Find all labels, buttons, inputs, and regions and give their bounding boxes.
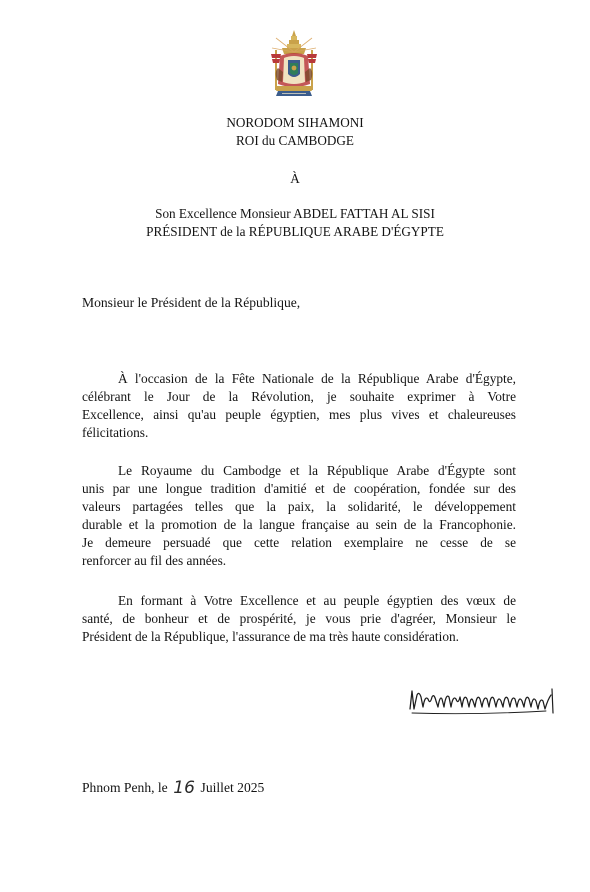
paragraph-1	[82, 370, 516, 442]
paragraph-line: félicitations.	[82, 425, 149, 440]
recipient-title: PRÉSIDENT de la RÉPUBLIQUE ARABE D'ÉGYPTE	[146, 224, 444, 239]
paragraph-line: Excellence, ainsi qu'au peuple égyptien, mes plus vives et chaleureuses	[82, 407, 516, 422]
to-marker: À	[290, 171, 300, 186]
date-day: 16	[173, 778, 195, 798]
paragraph-line: unis par une longue tradition d'amitié et de coopération, fondée sur des	[82, 481, 516, 496]
paragraph-line: santé, de bonheur et de prospérité, je vous prie d'agréer, Monsieur le	[82, 611, 516, 626]
paragraph-line: valeurs partagées telles que la paix, la solidarité, le développement	[82, 499, 516, 514]
royal-emblem-icon	[266, 28, 322, 100]
paragraph-line: En formant à Votre Excellence et au peuple égyptien des vœux de	[118, 593, 516, 608]
salutation: Monsieur le Président de la République,	[82, 295, 301, 310]
paragraph-line: renforcer au fil des années.	[82, 553, 227, 568]
paragraph-line: À l'occasion de la Fête Nationale de la République Arabe d'Égypte,	[118, 371, 516, 386]
date-place: Phnom Penh, le	[82, 780, 168, 795]
sender-name: NORODOM SIHAMONI	[226, 115, 364, 130]
recipient-name: Son Excellence Monsieur ABDEL FATTAH AL SISI	[155, 206, 435, 221]
paragraph-line: Président de la République, l'assurance de ma très haute considération.	[82, 629, 460, 644]
paragraph-2	[82, 462, 516, 570]
date-line	[82, 778, 264, 797]
sender-title: ROI du CAMBODGE	[236, 133, 354, 148]
paragraph-line: Je demeure persuadé que cette relation exemplaire ne cesse de se	[82, 535, 516, 550]
paragraph-3	[82, 592, 516, 646]
date-month-year: Juillet 2025	[200, 780, 265, 795]
paragraph-line: durable et la promotion de la langue française au sein de la Francophonie.	[82, 517, 516, 532]
paragraph-line: célébrant le Jour de la Révolution, je souhaite exprimer à Votre	[82, 389, 516, 404]
signature	[406, 683, 558, 717]
paragraph-line: Le Royaume du Cambodge et la République Arabe d'Égypte sont	[118, 463, 516, 478]
